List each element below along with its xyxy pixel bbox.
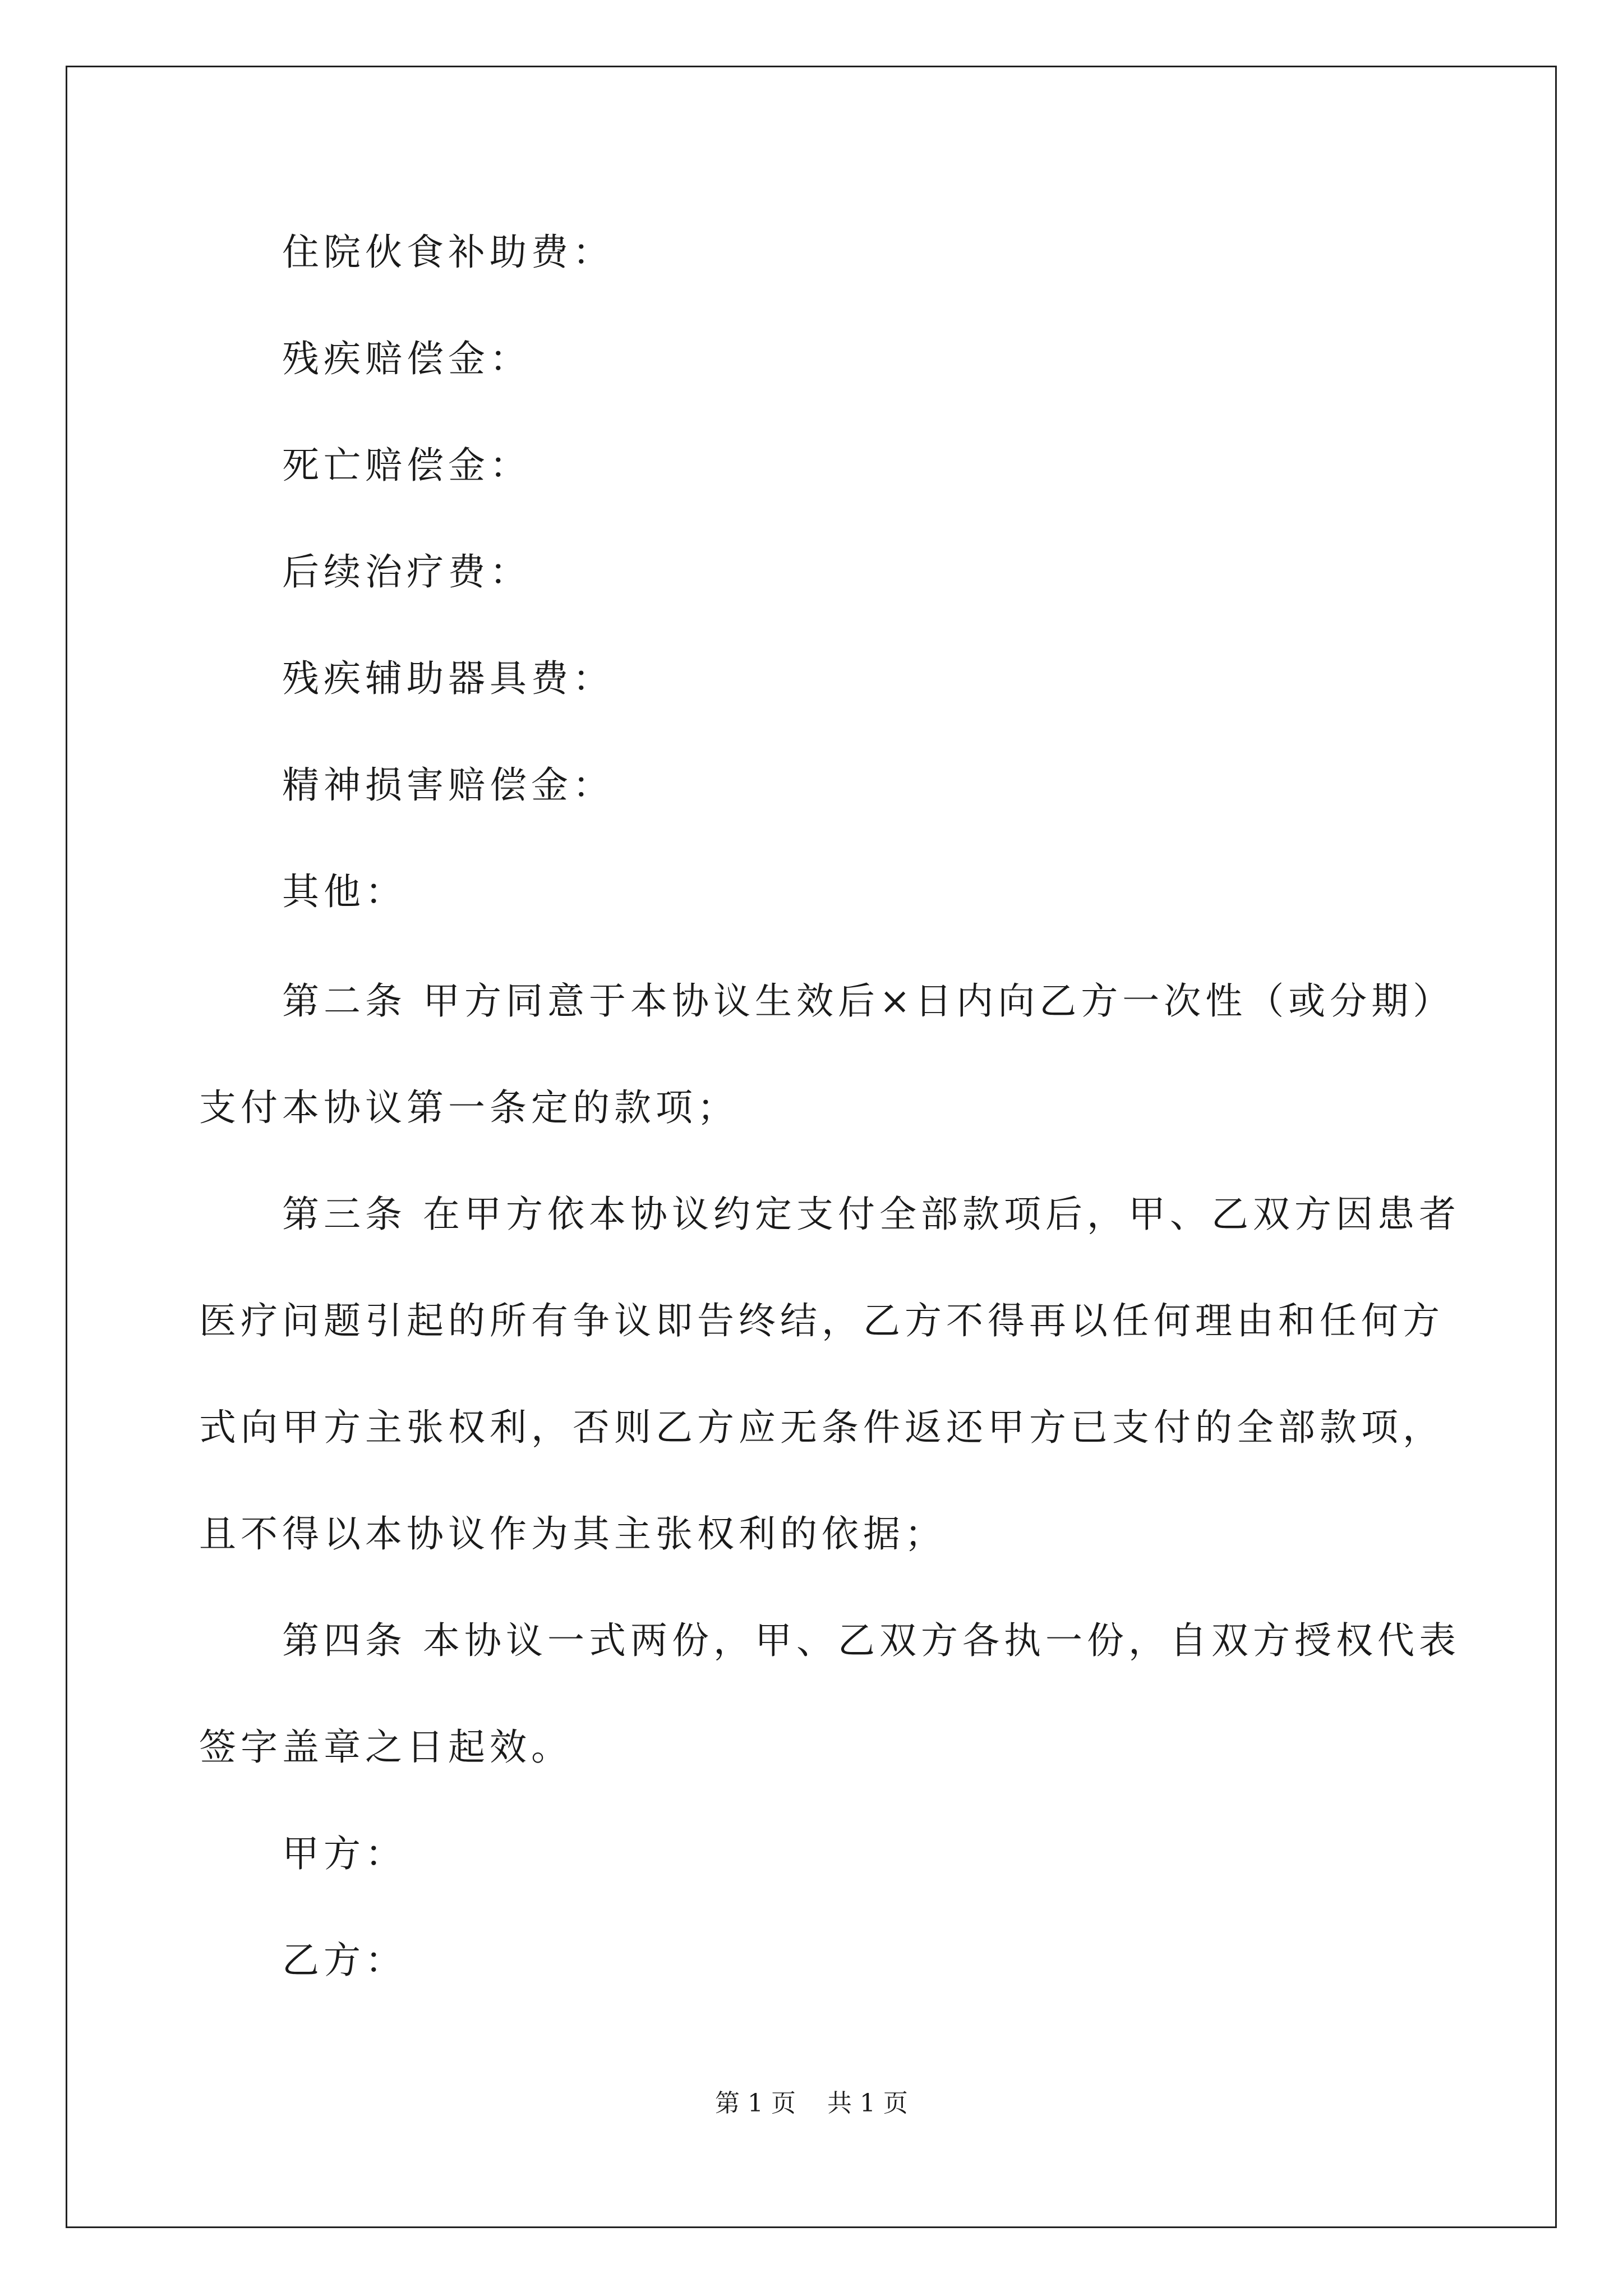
party-a-signature: 甲方：: [282, 1832, 407, 1875]
article-2-line-2: 支付本协议第一条定的款项；: [199, 1086, 739, 1129]
article-3-line-2: 医疗问题引起的所有争议即告终结，乙方不得再以任何理由和任何方: [199, 1299, 1444, 1342]
article-3-line-4: 且不得以本协议作为其主张权利的依据；: [199, 1512, 946, 1556]
article-3-line-3: 式向甲方主张权利，否则乙方应无条件返还甲方已支付的全部款项，: [199, 1406, 1444, 1449]
article-3-line-1: 第三条 在甲方依本协议约定支付全部款项后，甲、乙双方因患者: [282, 1193, 1460, 1236]
field-disability-aids: 残疾辅助器具费：: [282, 657, 614, 700]
field-death-compensation: 死亡赔偿金：: [282, 444, 531, 487]
field-mental-damage-compensation: 精神损害赔偿金：: [282, 763, 614, 807]
field-follow-up-treatment: 后续治疗费：: [282, 550, 531, 593]
page-number-footer: 第 1 页 共 1 页: [715, 2089, 908, 2118]
page-border: [66, 66, 1557, 2228]
party-b-signature: 乙方：: [282, 1939, 407, 1982]
field-hospital-meal-subsidy: 住院伙食补助费：: [282, 231, 614, 274]
field-disability-compensation: 残疾赔偿金：: [282, 337, 531, 380]
field-other: 其他：: [282, 870, 407, 913]
article-4-line-2: 签字盖章之日起效。: [199, 1726, 573, 1769]
article-4-line-1: 第四条 本协议一式两份，甲、乙双方各执一份，自双方授权代表: [282, 1619, 1460, 1662]
article-2-line-1: 第二条 甲方同意于本协议生效后×日内向乙方一次性（或分期）: [282, 979, 1455, 1023]
